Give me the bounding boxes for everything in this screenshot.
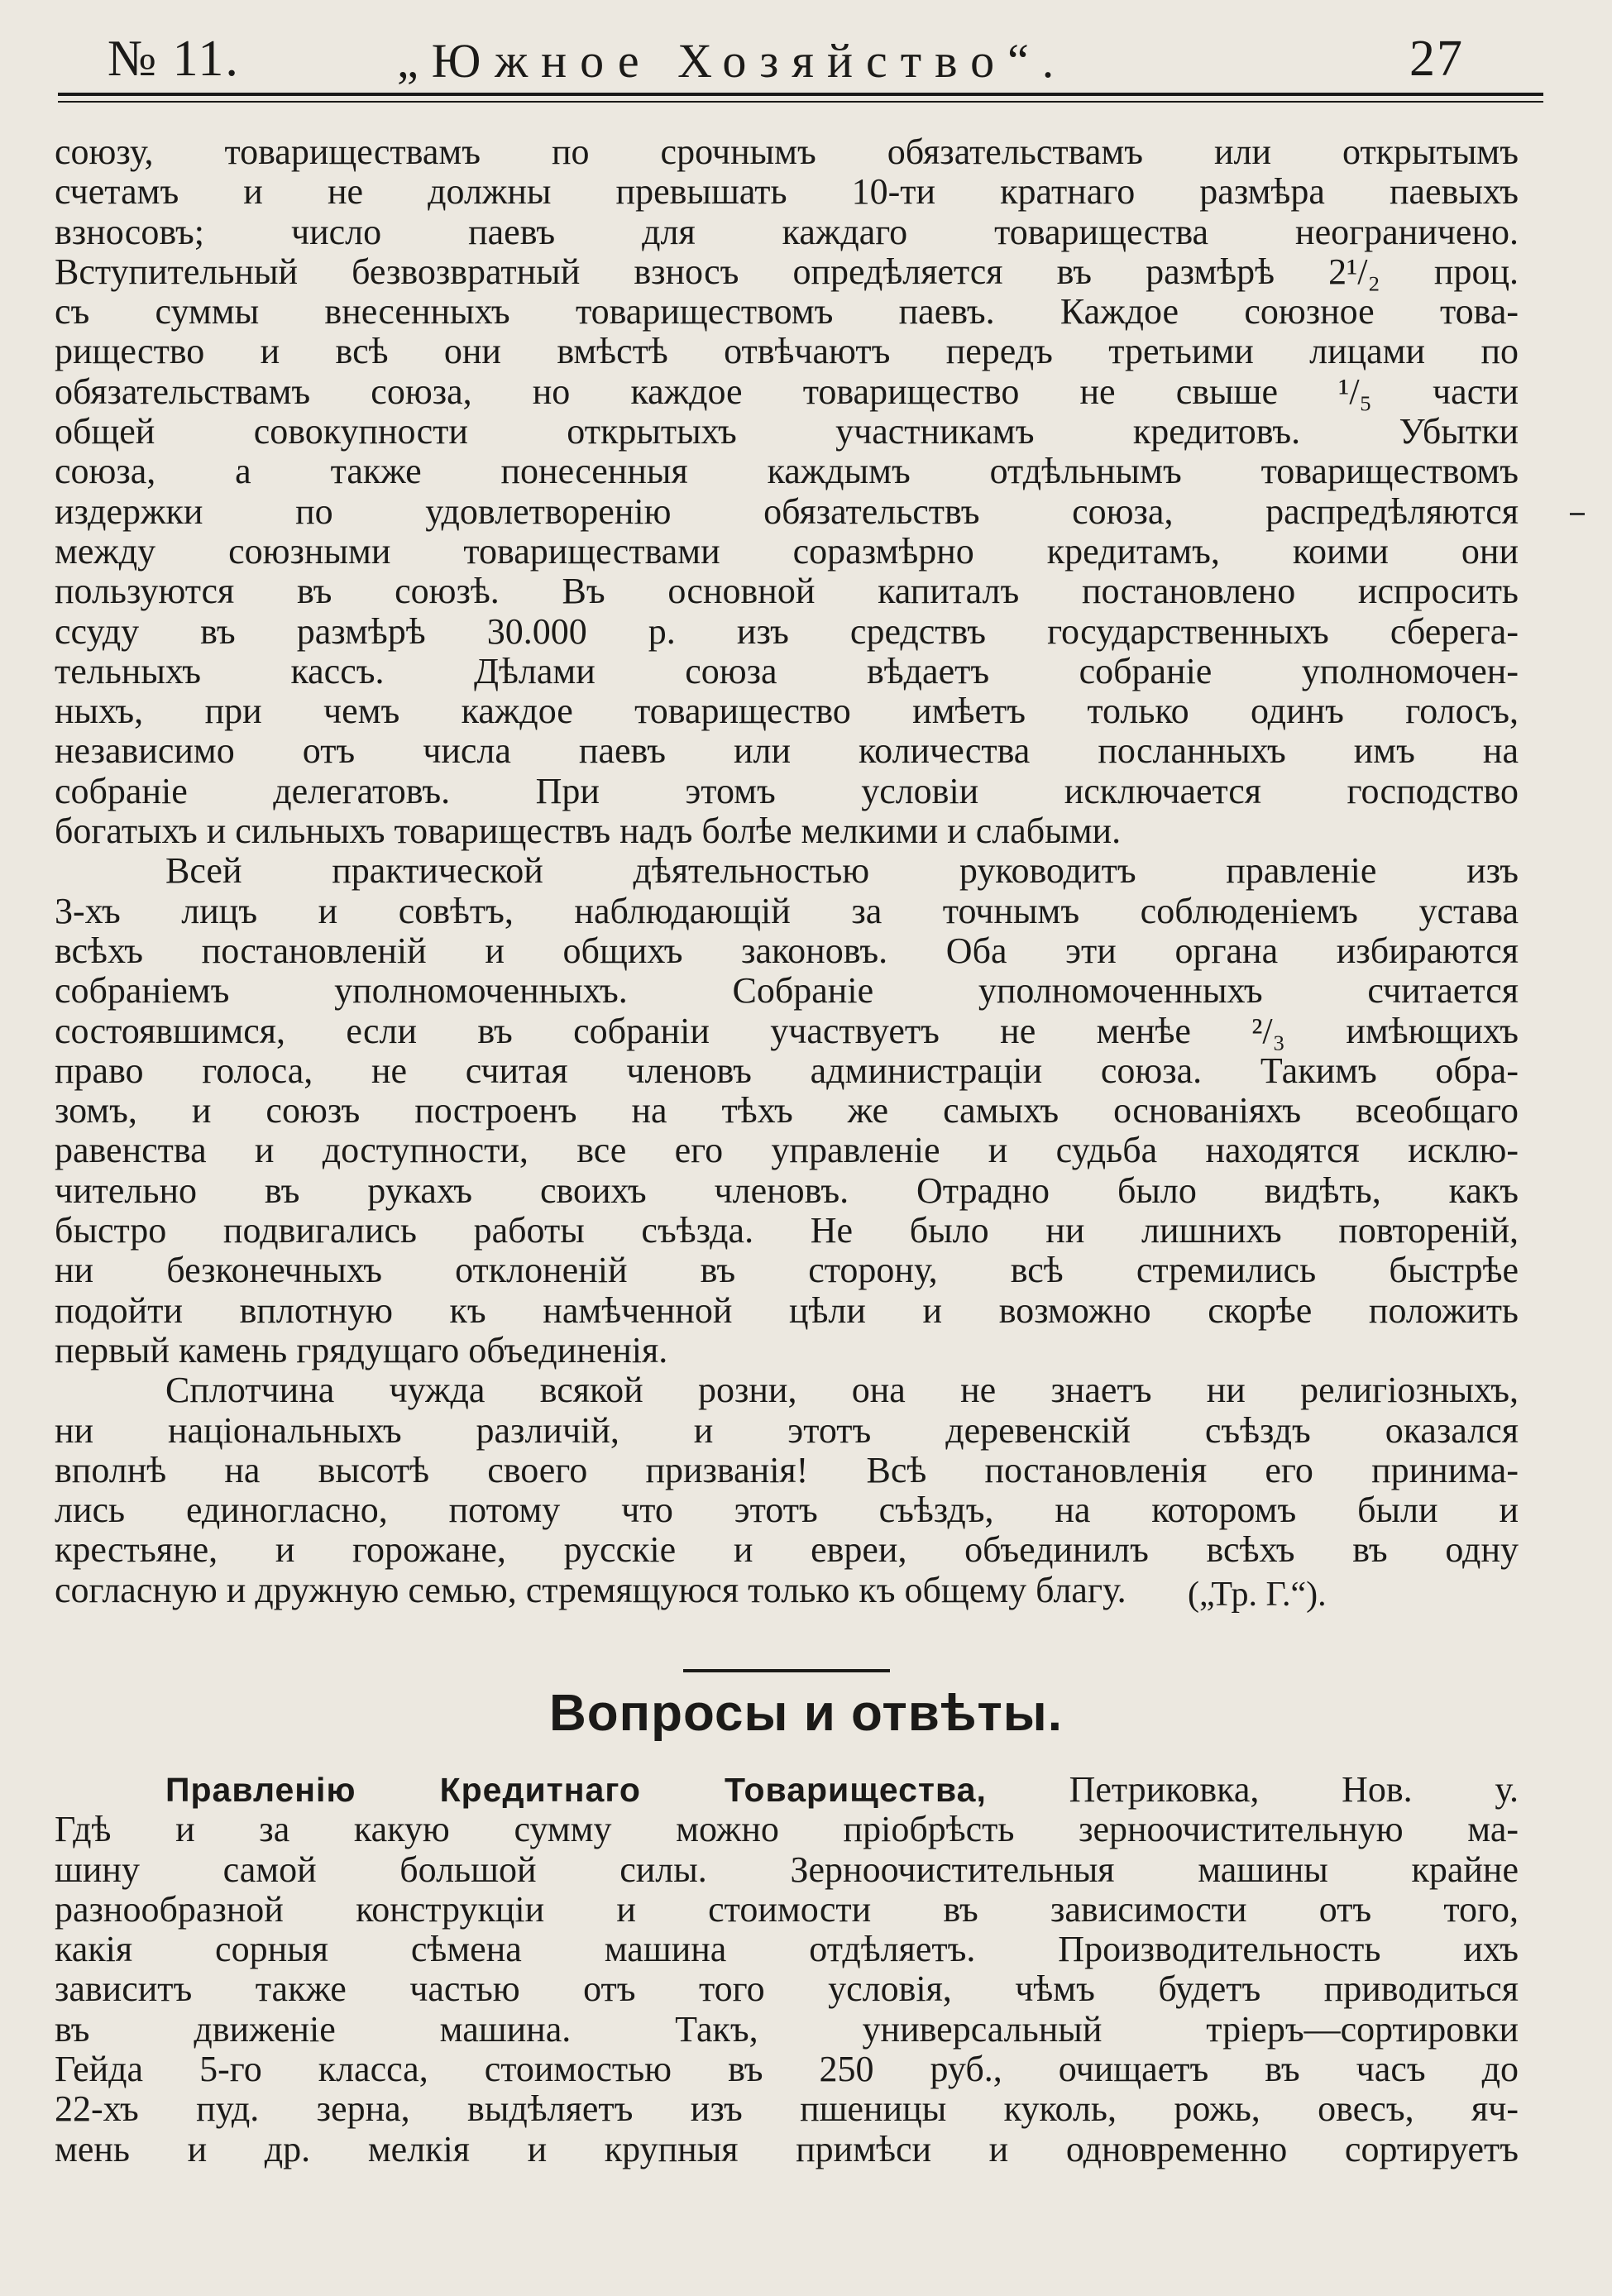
body-line: счетамъ и не должны превышать 10-ти кратнаго размѣра паевыхъ (55, 171, 1519, 213)
body-line: Вступительный безвозвратный взносъ опредѣляется въ размѣрѣ 2¹/₂ проц. (55, 251, 1519, 292)
margin-mark (1570, 513, 1585, 515)
body-line: богатыхъ и сильныхъ товариществъ надъ болѣе мелкими и слабыми. (55, 811, 1122, 852)
qa-line: Гейда 5-го класса, стоимостью въ 250 руб., очищаетъ въ часъ до (55, 2049, 1519, 2090)
body-line: 3-хъ лицъ и совѣтъ, наблюдающій за точнымъ соблюденіемъ устава (55, 890, 1519, 931)
page-number: 27 (1409, 31, 1464, 87)
body-line: съ суммы внесенныхъ товариществомъ паевъ. Каждое союзное това- (55, 291, 1519, 332)
section-title: Вопросы и отвѣты. (549, 1685, 1063, 1742)
body-line: пользуются въ союзѣ. Въ основной капиталъ постановлено испросить (55, 571, 1519, 612)
header-rule-thick (58, 93, 1543, 96)
body-line: собраніе делегатовъ. При этомъ условіи исключается господство (55, 770, 1519, 811)
body-line: рищество и всѣ они вмѣстѣ отвѣчаютъ передъ третьими лицами по (55, 331, 1519, 372)
body-line: взносовъ; число паевъ для каждаго товарищества неограничено. (55, 211, 1519, 252)
body-line: тельныхъ кассъ. Дѣлами союза вѣдаетъ собраніе уполномочен- (55, 650, 1519, 691)
section-divider (683, 1669, 890, 1672)
qa-first-line-rest: Петриковка, Нов. у. (1069, 1769, 1519, 1810)
page-header (58, 30, 1464, 101)
body-line: независимо отъ числа паевъ или количества посланныхъ имъ на (55, 730, 1519, 772)
body-line: быстро подвигались работы съѣзда. Не было ни лишнихъ повтореній, (55, 1210, 1519, 1251)
body-line: союзу, товариществамъ по срочнымъ обязательствамъ или открытымъ (55, 132, 1519, 172)
qa-line: мень и др. мелкія и крупныя примѣси и одновременно сортируетъ (55, 2128, 1519, 2169)
qa-line: Гдѣ и за какую сумму можно пріобрѣсть зерноочистительную ма- (55, 1809, 1519, 1850)
article-body (55, 132, 1519, 1610)
qa-first-line (55, 1770, 1519, 1810)
body-line: общей совокупности открытыхъ участникамъ кредитовъ. Убытки (55, 411, 1519, 452)
qa-body (55, 1770, 1519, 2169)
body-line: Сплотчина чужда всякой розни, она не знаетъ ни религіозныхъ, (165, 1370, 1519, 1411)
issue-number: № 11. (108, 31, 240, 87)
body-line: право голоса, не считая членовъ администраціи союза. Такимъ обра- (55, 1050, 1519, 1091)
body-line: ни національныхъ различій, и этотъ деревенскій съѣздъ оказался (55, 1409, 1519, 1451)
body-line: крестьяне, и горожане, русскіе и евреи, объединилъ всѣхъ въ одну (55, 1529, 1519, 1571)
body-line: ныхъ, при чемъ каждое товарищество имѣетъ только одинъ голосъ, (55, 691, 1519, 732)
journal-title: „Южное Хозяйство“. (397, 34, 1068, 88)
body-line: ни безконечныхъ отклоненій въ сторону, всѣ стремились быстрѣе (55, 1250, 1519, 1291)
body-line: союза, а также понесенныя каждымъ отдѣльнымъ товариществомъ (55, 451, 1519, 492)
header-rule-thin (58, 101, 1543, 103)
qa-line: зависитъ также частью отъ того условія, чѣмъ будетъ приводиться (55, 1968, 1519, 2010)
body-line: чительно въ рукахъ своихъ членовъ. Отрадно было видѣть, какъ (55, 1170, 1519, 1211)
body-line: равенства и доступности, все его управленіе и судьба находятся исклю- (55, 1130, 1519, 1171)
qa-line: шину самой большой силы. Зерноочистительныя машины крайне (55, 1849, 1519, 1890)
qa-line: въ движеніе машина. Такъ, универсальный тріеръ—сортировки (55, 2008, 1519, 2050)
body-line: ссуду въ размѣрѣ 30.000 р. изъ средствъ государственныхъ сберега- (55, 610, 1519, 652)
qa-line: какія сорныя сѣмена машина отдѣляетъ. Производительность ихъ (55, 1929, 1519, 1970)
body-line: между союзными товариществами соразмѣрно кредитамъ, коими они (55, 530, 1519, 572)
qa-lines (55, 1810, 1519, 2169)
body-line: всѣхъ постановленій и общихъ законовъ. Оба эти органа избираются (55, 930, 1519, 971)
qa-addressee: Правленію Кредитнаго Товарищества, (165, 1771, 987, 1809)
body-line: лись единогласно, потому что этотъ съѣздъ, на которомъ были и (55, 1490, 1519, 1531)
body-line: согласную и дружную семью, стремящуюся только къ общему благу. (55, 1569, 1126, 1610)
body-line: подойти вплотную къ намѣченной цѣли и возможно скорѣе положить (55, 1289, 1519, 1331)
body-line: обязательствамъ союза, но каждое товарищество не свыше ¹/₅ части (55, 371, 1519, 412)
body-line: издержки по удовлетворенію обязательствъ союза, распредѣляются (55, 490, 1519, 532)
body-line: первый камень грядущаго объединенія. (55, 1329, 668, 1370)
body-line: состоявшимся, если въ собраніи участвуетъ не менѣе ²/₃ имѣющихъ (55, 1010, 1519, 1051)
body-line: Всей практической дѣятельностью руководитъ правленіе изъ (165, 850, 1519, 892)
qa-line: разнообразной конструкціи и стоимости въ зависимости отъ того, (55, 1888, 1519, 1930)
body-line: вполнѣ на высотѣ своего призванія! Всѣ постановленія его принима- (55, 1449, 1519, 1490)
body-line: собраніемъ уполномоченныхъ. Собраніе уполномоченныхъ считается (55, 970, 1519, 1012)
qa-line: 22-хъ пуд. зерна, выдѣляетъ изъ пшеницы куколь, рожь, овесъ, яч- (55, 2088, 1519, 2130)
article-signature: („Тр. Г.“). (1188, 1576, 1327, 1614)
body-line: зомъ, и союзъ построенъ на тѣхъ же самыхъ основаніяхъ всеобщаго (55, 1090, 1519, 1131)
